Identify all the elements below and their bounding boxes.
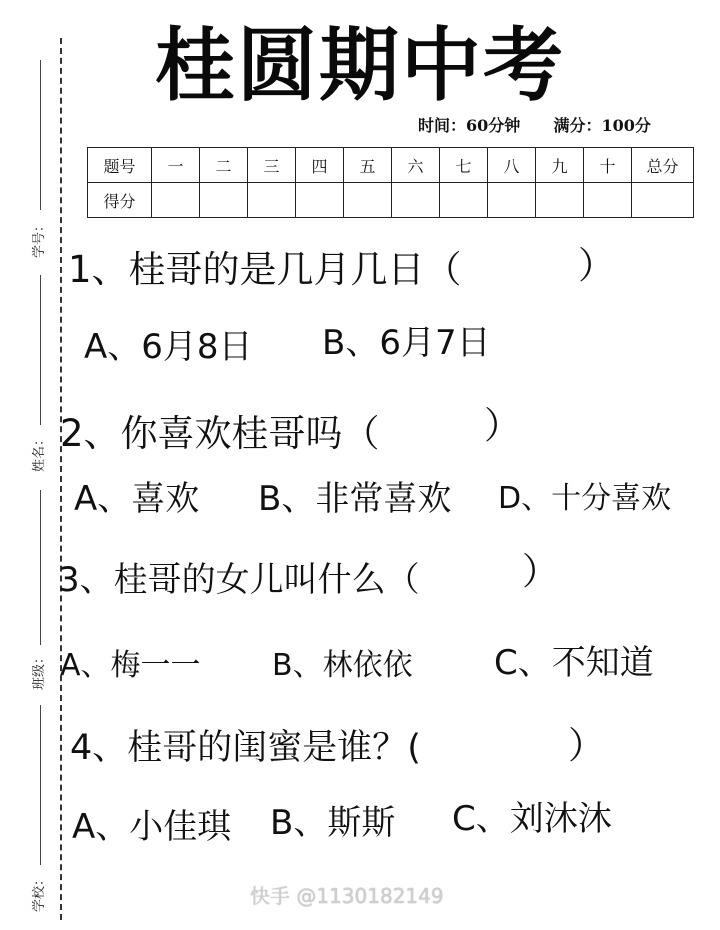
time-label: 时间：60分钟 bbox=[418, 116, 521, 135]
table-cell: 五 bbox=[344, 148, 392, 183]
score-cell[interactable] bbox=[488, 183, 536, 218]
question-2-text: 2、你喜欢桂哥吗（ bbox=[60, 412, 380, 455]
question-2 bbox=[60, 412, 380, 456]
score-table-score-row bbox=[88, 183, 694, 218]
table-cell: 七 bbox=[440, 148, 488, 183]
table-cell: 四 bbox=[296, 148, 344, 183]
score-cell[interactable] bbox=[536, 183, 584, 218]
q2-option-d[interactable]: D、十分喜欢 bbox=[498, 481, 672, 516]
score-cell[interactable] bbox=[152, 183, 200, 218]
table-cell: 三 bbox=[248, 148, 296, 183]
table-cell: 总分 bbox=[632, 148, 694, 183]
table-cell: 得分 bbox=[88, 183, 152, 218]
table-cell: 二 bbox=[200, 148, 248, 183]
table-cell: 题号 bbox=[88, 148, 152, 183]
score-cell[interactable] bbox=[584, 183, 632, 218]
class-rule bbox=[40, 490, 41, 645]
question-2-close-paren: ） bbox=[484, 404, 521, 447]
score-cell[interactable] bbox=[296, 183, 344, 218]
question-1-close-paren: ） bbox=[578, 244, 615, 287]
name-rule bbox=[40, 275, 41, 425]
class-label: 班级： bbox=[32, 650, 47, 690]
score-cell[interactable] bbox=[632, 183, 694, 218]
binding-dashed-line bbox=[60, 38, 62, 920]
exam-title: 桂圆期中考 bbox=[155, 19, 565, 112]
table-cell: 九 bbox=[536, 148, 584, 183]
score-cell[interactable] bbox=[392, 183, 440, 218]
score-cell[interactable] bbox=[440, 183, 488, 218]
question-4 bbox=[70, 726, 421, 770]
table-cell: 一 bbox=[152, 148, 200, 183]
q3-option-b[interactable]: B、林依依 bbox=[272, 648, 413, 683]
question-4-text: 4、桂哥的闺蜜是谁？( bbox=[70, 728, 421, 768]
score-cell[interactable] bbox=[248, 183, 296, 218]
q4-option-c[interactable]: C、刘沐沐 bbox=[452, 799, 612, 839]
watermark: 快手 @1130182149 bbox=[250, 884, 444, 908]
score-label: 满分：100分 bbox=[553, 116, 651, 135]
q1-option-b[interactable]: B、6月7日 bbox=[322, 323, 491, 363]
question-4-close-paren: ） bbox=[568, 724, 605, 767]
score-table-header-row bbox=[88, 148, 694, 183]
question-1 bbox=[68, 248, 462, 292]
score-cell[interactable] bbox=[344, 183, 392, 218]
q3-option-a[interactable]: A、梅一一 bbox=[60, 648, 201, 683]
school-rule bbox=[40, 705, 41, 865]
q4-option-b[interactable]: B、斯斯 bbox=[270, 803, 396, 843]
score-cell[interactable] bbox=[200, 183, 248, 218]
question-1-text: 1、桂哥的是几月几日（ bbox=[68, 248, 462, 291]
q4-option-a[interactable]: A、小佳琪 bbox=[72, 807, 232, 847]
student-id-label: 学号： bbox=[32, 218, 47, 258]
school-label: 学校： bbox=[32, 872, 47, 912]
score-table bbox=[87, 147, 694, 218]
table-cell: 十 bbox=[584, 148, 632, 183]
question-3 bbox=[58, 558, 420, 602]
table-cell: 八 bbox=[488, 148, 536, 183]
q2-option-b[interactable]: B、非常喜欢 bbox=[258, 479, 452, 519]
name-label: 姓名： bbox=[32, 432, 47, 472]
q2-option-a[interactable]: A、喜欢 bbox=[74, 479, 200, 519]
question-3-text: 3、桂哥的女儿叫什么（ bbox=[58, 560, 420, 600]
q3-option-c[interactable]: C、不知道 bbox=[494, 643, 654, 683]
table-cell: 六 bbox=[392, 148, 440, 183]
q1-option-a[interactable]: A、6月8日 bbox=[84, 327, 253, 367]
question-3-close-paren: ） bbox=[522, 550, 559, 593]
exam-meta bbox=[418, 114, 651, 138]
